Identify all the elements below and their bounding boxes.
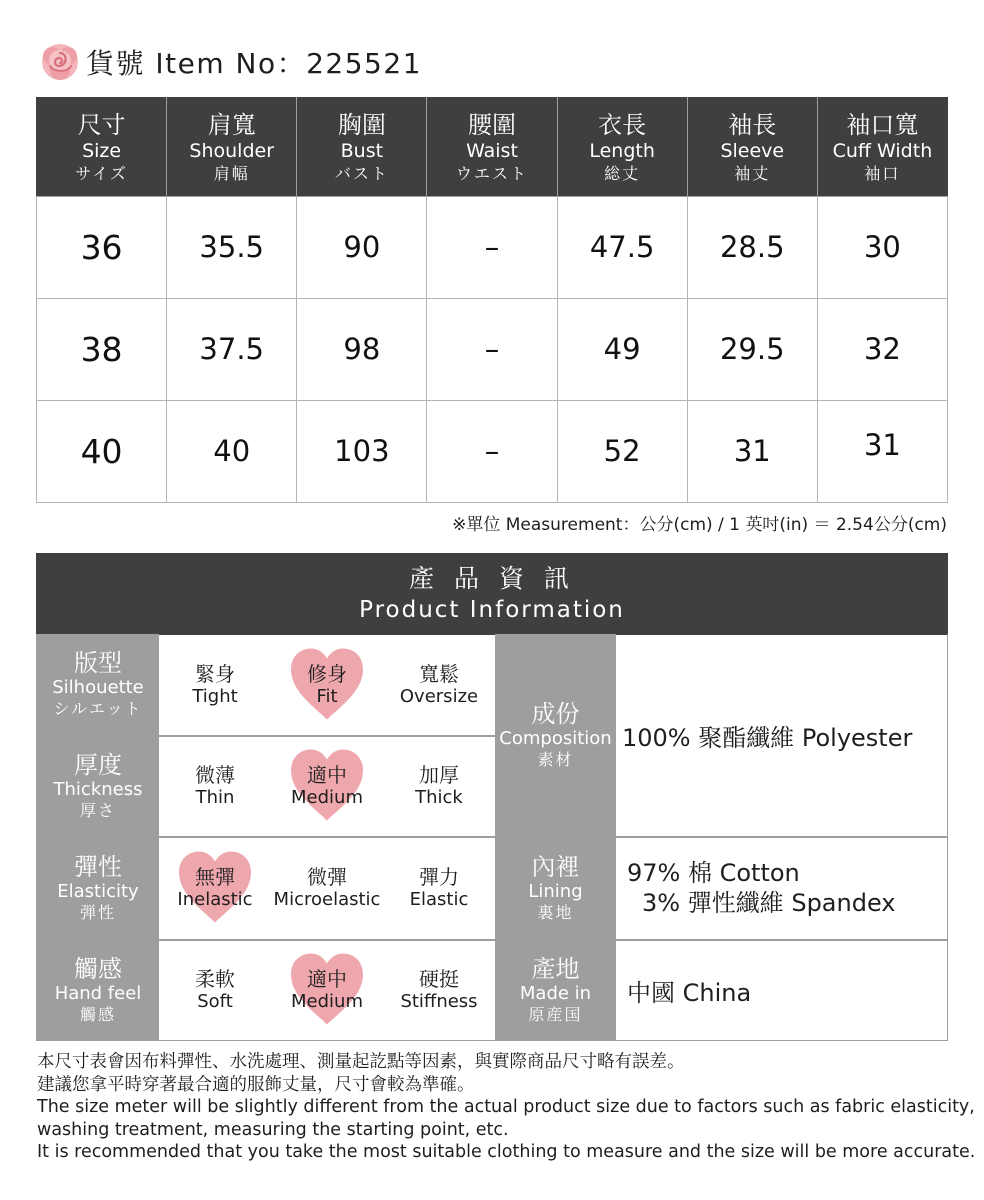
option-en: Thin	[195, 787, 235, 808]
col-header-en: Sleeve	[720, 140, 785, 163]
option-zh: 修身	[307, 661, 347, 686]
label-composition	[495, 634, 616, 836]
option-zh: 柔軟	[195, 967, 235, 991]
col-header-zh: 胸圍	[337, 111, 386, 140]
hand-feel-options	[159, 940, 495, 1040]
option-en: Oversize	[399, 685, 479, 707]
col-header-zh: 袖長	[728, 111, 777, 140]
table-row	[37, 196, 948, 298]
lining-value-line1: 97% 棉 Cotton	[627, 859, 800, 887]
col-header-shoulder	[167, 97, 297, 196]
col-header-en: Shoulder	[189, 140, 275, 163]
option-zh: 微薄	[195, 763, 235, 787]
label-jp: 厚さ	[79, 800, 116, 820]
label-en: Lining	[528, 880, 583, 902]
option-en: Medium	[291, 991, 363, 1012]
col-header-zh: 腰圍	[467, 111, 516, 140]
label-made-in	[495, 940, 616, 1040]
option-en: Fit	[316, 685, 338, 707]
col-header-sleeve	[687, 97, 817, 196]
label-jp: 觸感	[79, 1004, 116, 1024]
option-zh: 彈力	[419, 865, 459, 889]
col-header-jp: バスト	[334, 164, 389, 184]
option-en: Soft	[197, 991, 233, 1012]
label-silhouette	[37, 634, 159, 735]
disclaimer-line: It is recommended that you take the most suitable clothing to measure and the size will be more accurate.	[37, 1142, 976, 1162]
label-en: Silhouette	[52, 677, 144, 698]
grid-divider	[37, 836, 947, 838]
option-microelastic	[271, 837, 383, 939]
option-zh: 硬挺	[419, 967, 459, 991]
label-zh: 產地	[531, 954, 580, 983]
rose-icon	[40, 42, 80, 82]
label-zh: 成份	[531, 699, 580, 728]
col-header-zh: 尺寸	[77, 111, 126, 140]
label-jp: 裏地	[537, 902, 574, 922]
option-zh: 微彈	[307, 865, 347, 889]
col-header-jp: ウエスト	[455, 164, 528, 184]
table-cell: 31	[687, 400, 817, 502]
option-thick	[383, 736, 495, 836]
table-cell: 52	[557, 400, 687, 502]
thickness-options	[159, 736, 495, 836]
product-info-grid	[36, 634, 948, 1041]
label-en: Hand feel	[54, 982, 142, 1004]
grid-divider	[37, 735, 495, 737]
lining-value-line2: 3% 彈性纖維 Spandex	[642, 889, 896, 917]
label-jp: 素材	[537, 749, 574, 769]
col-header-en: Length	[589, 140, 655, 163]
col-header-en: Bust	[340, 140, 384, 163]
col-header-zh: 肩寬	[207, 111, 256, 140]
option-en: Stiffness	[400, 991, 478, 1012]
disclaimer	[37, 1051, 975, 1164]
disclaimer-line: The size meter will be slightly different from the actual product size due to factors such as fabric elasticity,	[37, 1097, 975, 1117]
table-row	[37, 298, 948, 400]
item-number-title: 貨號 Item No：225521	[86, 47, 423, 80]
composition-value: 100% 聚酯纖維 Polyester	[622, 723, 913, 752]
label-zh: 觸感	[74, 954, 122, 983]
col-header-jp: 袖口	[864, 164, 901, 184]
option-inelastic-selected	[159, 837, 271, 939]
option-stiffness	[383, 940, 495, 1040]
origin-value: 中國 China	[627, 978, 752, 1007]
col-header-bust	[297, 97, 427, 196]
label-zh: 版型	[74, 649, 122, 677]
col-header-length	[557, 97, 687, 196]
table-cell-size: 40	[37, 400, 167, 502]
table-cell: 40	[167, 400, 297, 502]
table-cell: –	[427, 400, 557, 502]
label-zh: 內裡	[531, 852, 580, 881]
size-table-header-row	[37, 97, 948, 196]
disclaimer-line: 建議您拿平時穿著最合適的服飾丈量，尺寸會較為準確。	[37, 1074, 475, 1095]
col-header-en: Size	[82, 140, 122, 163]
label-zh: 厚度	[74, 750, 122, 779]
disclaimer-line: 本尺寸表會因布料彈性、水洗處理、測量起訖點等因素，與實際商品尺寸略有誤差。	[37, 1052, 685, 1072]
option-medium-selected	[271, 736, 383, 836]
option-oversize	[383, 634, 495, 735]
measurement-note: ※單位 Measurement：公分(cm) / 1 英吋(in) ＝ 2.54公分(cm)	[452, 515, 947, 535]
table-cell: 49	[557, 298, 687, 400]
product-info-header	[36, 553, 948, 635]
elasticity-options	[159, 837, 495, 939]
table-cell-size: 38	[37, 298, 167, 400]
option-zh: 加厚	[419, 763, 459, 787]
label-en: Made in	[519, 982, 592, 1004]
option-en: Inelastic	[177, 889, 253, 910]
option-zh: 適中	[307, 967, 347, 991]
option-zh: 寬鬆	[419, 661, 459, 686]
col-header-waist	[427, 97, 557, 196]
table-cell: 103	[297, 400, 427, 502]
label-jp: 弾性	[79, 902, 116, 922]
option-en: Medium	[291, 787, 363, 808]
table-cell: 35.5	[167, 196, 297, 298]
option-en: Microelastic	[273, 889, 381, 910]
table-cell: –	[427, 196, 557, 298]
col-header-zh: 袖口寬	[846, 111, 919, 140]
label-en: Thickness	[53, 778, 143, 800]
col-header-jp: 総丈	[604, 164, 641, 184]
table-cell: 28.5	[687, 196, 817, 298]
option-zh: 無彈	[195, 865, 235, 889]
silhouette-options	[159, 634, 495, 735]
label-en: Elasticity	[57, 880, 139, 902]
label-zh: 彈性	[74, 852, 122, 881]
table-row	[37, 400, 948, 502]
label-jp: 原産国	[528, 1004, 583, 1024]
grid-divider	[37, 939, 947, 941]
table-cell: –	[427, 298, 557, 400]
table-cell: 32	[817, 298, 947, 400]
table-cell: 29.5	[687, 298, 817, 400]
option-zh: 緊身	[195, 661, 235, 686]
lining-value	[627, 837, 945, 939]
label-lining	[495, 837, 616, 939]
option-en: Thick	[415, 787, 463, 808]
option-elastic	[383, 837, 495, 939]
option-thin	[159, 736, 271, 836]
option-soft	[159, 940, 271, 1040]
table-cell: 98	[297, 298, 427, 400]
label-en: Composition	[499, 727, 612, 749]
label-thickness	[37, 736, 159, 836]
label-jp: シルエット	[53, 699, 143, 718]
option-tight	[159, 634, 271, 735]
table-cell: 30	[817, 196, 947, 298]
option-zh: 適中	[307, 763, 347, 787]
col-header-zh: 衣長	[598, 111, 647, 140]
table-cell: 31	[817, 400, 947, 502]
table-cell: 47.5	[557, 196, 687, 298]
option-en: Tight	[192, 685, 238, 707]
option-medium-selected	[271, 940, 383, 1040]
size-table	[36, 97, 948, 503]
col-header-en: Cuff Width	[832, 140, 933, 163]
table-cell-size: 36	[37, 196, 167, 298]
table-cell: 90	[297, 196, 427, 298]
label-elasticity	[37, 837, 159, 939]
col-header-jp: 袖丈	[734, 164, 771, 184]
option-en: Elastic	[409, 889, 469, 910]
col-header-cuff-width	[817, 97, 947, 196]
header	[40, 38, 422, 86]
col-header-jp: サイズ	[75, 164, 128, 184]
disclaimer-line: washing treatment, measuring the starting point, etc.	[37, 1119, 509, 1140]
option-fit-selected	[271, 634, 383, 735]
label-hand-feel	[37, 940, 159, 1040]
product-info-title-en: Product Information	[359, 597, 625, 623]
col-header-size	[37, 97, 167, 196]
col-header-en: Waist	[466, 140, 518, 163]
col-header-jp: 肩幅	[213, 164, 250, 184]
product-info-title-zh: 產 品 資 訊	[409, 564, 575, 593]
table-cell: 37.5	[167, 298, 297, 400]
